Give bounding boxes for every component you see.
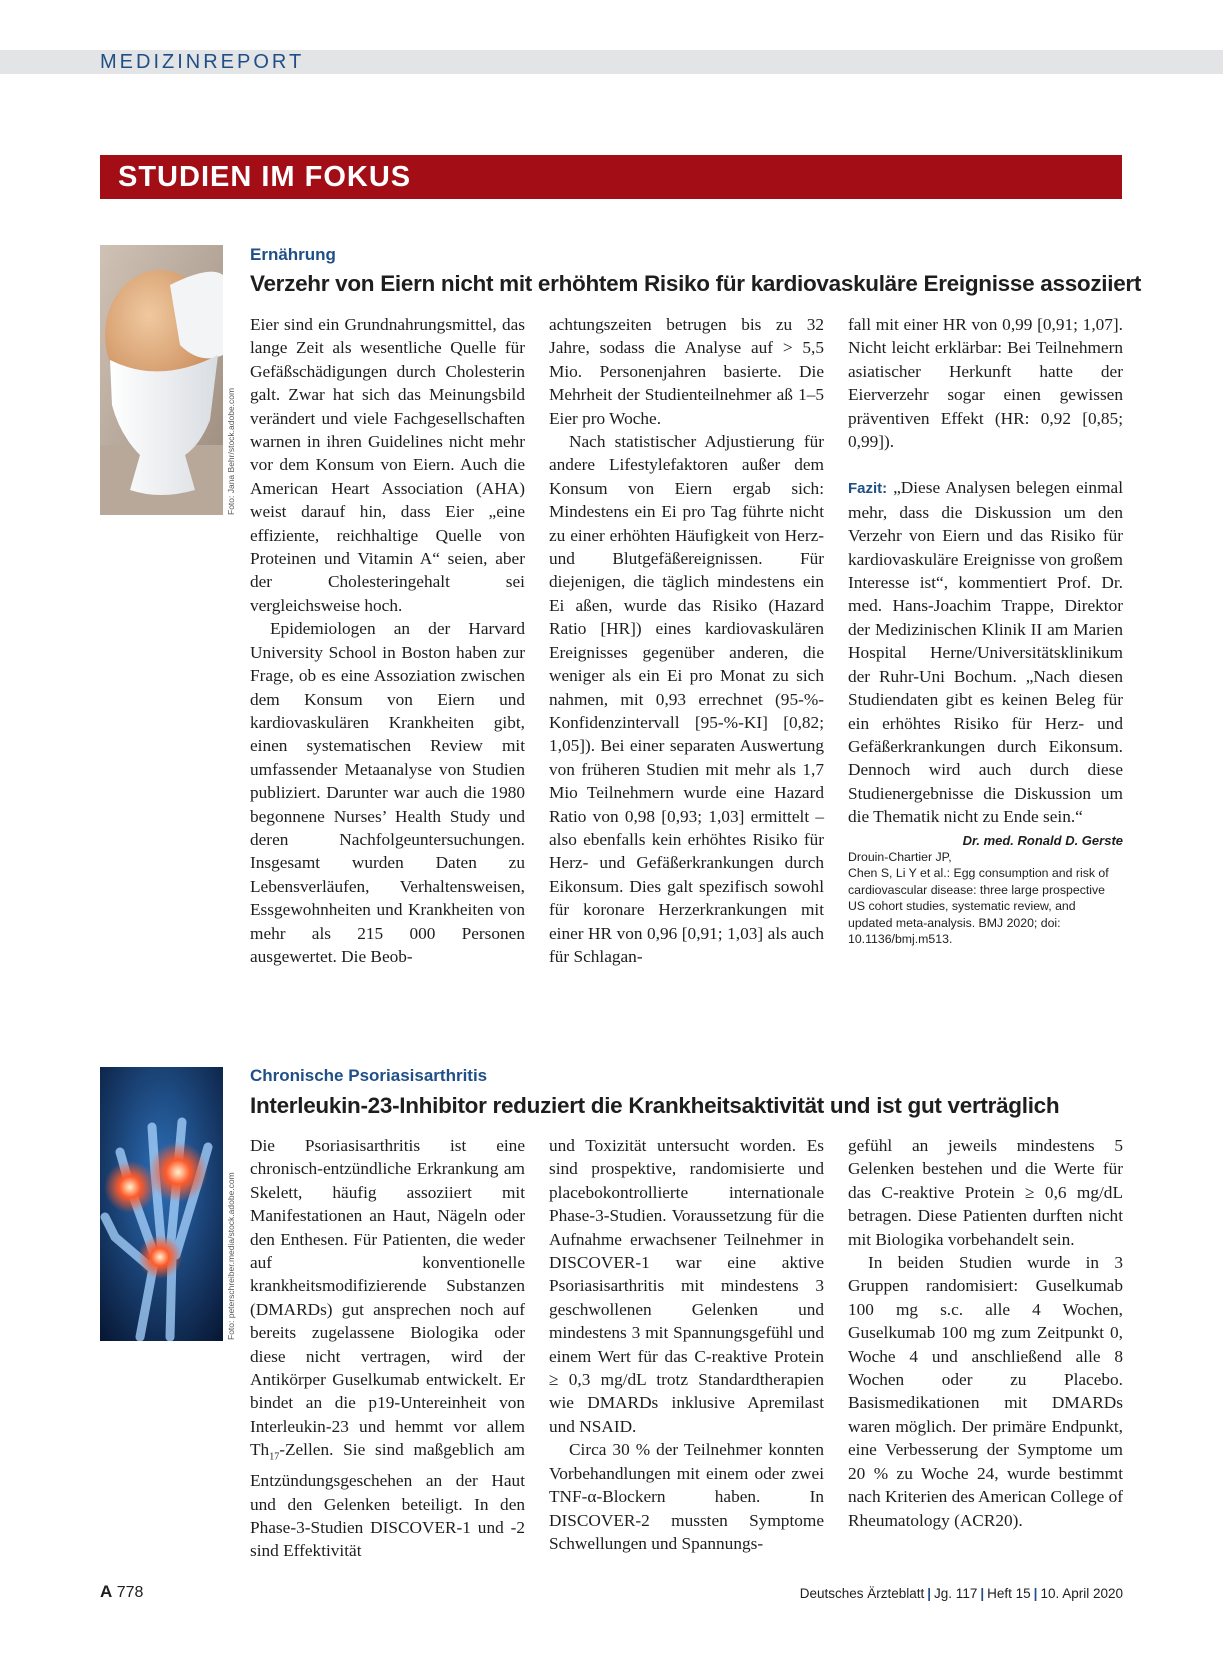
- article2-column-1: [250, 1134, 525, 1563]
- page-number: [100, 1582, 143, 1602]
- reference: Drouin-Chartier JP, Chen S, Li Y et al.: Egg consumption and risk of cardiovascular disease: three large prospective US cohort studies, systematic review, and updated meta-analysis. BMJ 2020; doi: 10.1136/bmj.m513.: [848, 849, 1109, 947]
- photo-credit-egg: Foto: Jana Behr/stock.adobe.com: [226, 387, 236, 515]
- journal-date: 10. April 2020: [1040, 1586, 1123, 1601]
- text-run: -Zellen. Sie sind maßgeblich am Entzündungsgeschehen an der Haut und den Gelenken beteiligt. In den Phase-3-Studien DISCOVER-1 und -2 sind Effektivität: [250, 1440, 525, 1561]
- article1-column-2: [549, 313, 824, 968]
- journal-name: Deutsches Ärzteblatt: [799, 1586, 925, 1601]
- subscript: 17: [269, 1451, 280, 1463]
- paragraph: Eier sind ein Grundnahrungsmittel, das lange Zeit als wesentliche Quelle für Gefäßschädigungen durch Cholesterin galt. Zwar hat sich das Meinungsbild verändert und viele Fachgesellschaften warnen in ihren Guidelines nicht mehr vor dem Konsum von Eiern. Auch die American Heart Association (AHA) weist darauf hin, dass Eier „eine effiziente, reichhaltige Quelle von Proteinen und Vitamin A“ seien, aber der Cholesteringehalt sei vergleichsweise hoch.: [250, 315, 525, 615]
- article2-title: Interleukin-23-Inhibitor reduziert die Krankheitsaktivität und ist gut verträglich: [250, 1093, 1060, 1118]
- article1-kicker: Ernährung: [250, 245, 336, 264]
- section-banner: [100, 155, 1122, 199]
- fazit-text: „Diese Analysen belegen einmal mehr, dass die Diskussion um den Verzehr von Eiern und das Risiko für kardiovaskuläre Ereignisse von großem Interesse ist“, kommentiert Prof. Dr. med. Hans-Joachim Trappe, Direktor der Medizinischen Klinik II am Marien Hospital Herne/Universitätsklinikum der Ruhr-Uni Bochum. „Nach diesen Studiendaten gibt es keinen Beleg für ein erhöhtes Risiko für Herz- und Gefäßerkrankungen durch Eikonsum. Dennoch wird auch durch diese Studienergebnisse die Diskussion um die Thematik nicht zu Ende sein.“: [848, 478, 1123, 827]
- fazit-paragraph: [848, 476, 1123, 848]
- section-label: MEDIZINREPORT: [100, 51, 305, 73]
- article1-column-1: [250, 313, 525, 968]
- text-run: Die Psoriasisarthritis ist eine chronisch-entzündliche Erkrankung am Skelett, häufig assoziiert mit Manifestationen an Haut, Nägeln oder den Enthesen. Für Patienten, die weder auf konventionelle krankheitsmodifizierende Substanzen (DMARDs) gut ansprechen noch auf bereits zugelassene Biologika oder diese nicht vertragen, wird der Antikörper Guselkumab entwickelt. Er bindet an die p19-Untereinheit von Interleukin-23 und hemmt vor allem Th: [250, 1136, 525, 1460]
- paragraph: In beiden Studien wurde in 3 Gruppen randomisiert: Guselkumab 100 mg s.c. alle 4 Wochen, Guselkumab 100 mg zum Zeitpunkt 0, Woche 4 und anschließend alle 8 Wochen oder zu Placebo. Basismedikationen mit DMARDs waren möglich. Der primäre Endpunkt, eine Verbesserung der Symptome um 20 % zu Woche 24, wurde bestimmt nach Kriterien des American College of Rheumatology (ACR20).: [848, 1253, 1123, 1530]
- photo-credit-hand: Foto: peterschreiber.media/stock.adobe.com: [226, 1172, 236, 1340]
- article2-column-2: [549, 1134, 824, 1555]
- egg-image: [100, 245, 223, 515]
- hand-xray-image: [100, 1067, 223, 1341]
- article2-column-3: [848, 1134, 1123, 1532]
- paragraph: Nach statistischer Adjustierung für andere Lifestylefaktoren außer dem Konsum von Eiern ergab sich: Mindestens ein Ei pro Tag führte nicht zu einer erhöhten Häufigkeit von Herz- und Blutgefäßereignissen. Für diejenigen, die täglich mindestens ein Ei aßen, wurde das Risiko (Hazard Ratio [HR]) eines kardiovaskulären Ereignisses gegenüber anderen, die weniger als ein Ei pro Monat zu sich nahmen, mit 0,93 errechnet (95-%-Konfidenzintervall [95-%-KI] [0,82; 1,05]). Bei einer separaten Auswertung von früheren Studien mit mehr als 1,7 Mio Teilnehmern wurde eine Hazard Ratio von 0,98 [0,93; 1,03] ermittelt – also ebenfalls kein erhöhtes Risiko für Herz- und Gefäßerkrankungen durch Eikonsum. Dies galt spezifisch sowohl für koronare Herzerkrankungen mit einer HR von 0,96 [0,91; 1,03] als auch für Schlagan-: [549, 432, 824, 966]
- paragraph: [250, 1134, 525, 1563]
- egg-photo: [100, 245, 223, 515]
- paragraph: Epidemiologen an der Harvard University School in Boston haben zur Frage, ob es eine Assoziation zwischen dem Konsum von Eiern und kardiovaskulären Krankheiten gibt, einen systematischen Review mit umfassender Metaanalyse von Studien publiziert. Darunter war auch die 1980 begonnene Nurses’ Health Study und deren Nachfolgeuntersuchungen. Insgesamt wurden Daten zu Lebensverläufen, Verhaltensweisen, Essgewohnheiten und Krankheiten von mehr als 215 000 Personen ausgewertet. Die Beob-: [250, 619, 525, 966]
- journal-volume: Jg. 117: [934, 1586, 978, 1601]
- journal-issue: Heft 15: [987, 1586, 1031, 1601]
- page-prefix: A: [100, 1582, 113, 1601]
- fazit-label: Fazit:: [848, 480, 888, 498]
- article1-title: Verzehr von Eiern nicht mit erhöhtem Risiko für kardiovaskuläre Ereignisse assoziiert: [250, 271, 1142, 296]
- article1-column-3: [848, 313, 1123, 948]
- banner-title: STUDIEN IM FOKUS: [118, 161, 412, 193]
- paragraph: Circa 30 % der Teilnehmer konnten Vorbehandlungen mit einem oder zwei TNF-α-Blockern haben. In DISCOVER-2 mussten Symptome Schwellungen und Spannungs-: [549, 1440, 824, 1553]
- article2-kicker: Chronische Psoriasisarthritis: [250, 1066, 488, 1085]
- paragraph: achtungszeiten betrugen bis zu 32 Jahre, sodass die Analyse auf > 5,5 Mio. Personenjahren basierte. Die Mehrheit der Studienteilnehmer aß 1–5 Eier pro Woche.: [549, 315, 824, 428]
- page-number-value: 778: [116, 1584, 144, 1601]
- paragraph: gefühl an jeweils mindestens 5 Gelenken bestehen und die Werte für das C-reaktive Protein ≥ 0,6 mg/dL betragen. Diese Patienten durften nicht mit Biologika vorbehandelt sein.: [848, 1136, 1123, 1249]
- author: Dr. med. Ronald D. Gerste: [962, 832, 1123, 848]
- paragraph: und Toxizität untersucht worden. Es sind prospektive, randomisierte und placebokontrollierte internationale Phase-3-Studien. Voraussetzung für die Aufnahme erwachsener Teilnehmer in DISCOVER-1 war eine aktive Psoriasisarthritis mit mindestens 3 geschwollenen Gelenken und mindestens 3 mit Spannungsgefühl und einem Wert für das C-reaktive Protein ≥ 0,3 mg/dL trotz Standardtherapien wie DMARDs inklusive Apremilast und NSAID.: [549, 1136, 824, 1436]
- hand-xray-photo: [100, 1067, 223, 1341]
- paragraph: fall mit einer HR von 0,99 [0,91; 1,07]. Nicht leicht erklärbar: Bei Teilnehmern asiatischer Herkunft hatte der Eierverzehr sogar einen gewissen präventiven Effekt (HR: 0,92 [0,85; 0,99]).: [848, 315, 1123, 452]
- journal-footer: Deutsches Ärzteblatt | Jg. 117 | Heft 15 | 10. April 2020: [799, 1586, 1123, 1601]
